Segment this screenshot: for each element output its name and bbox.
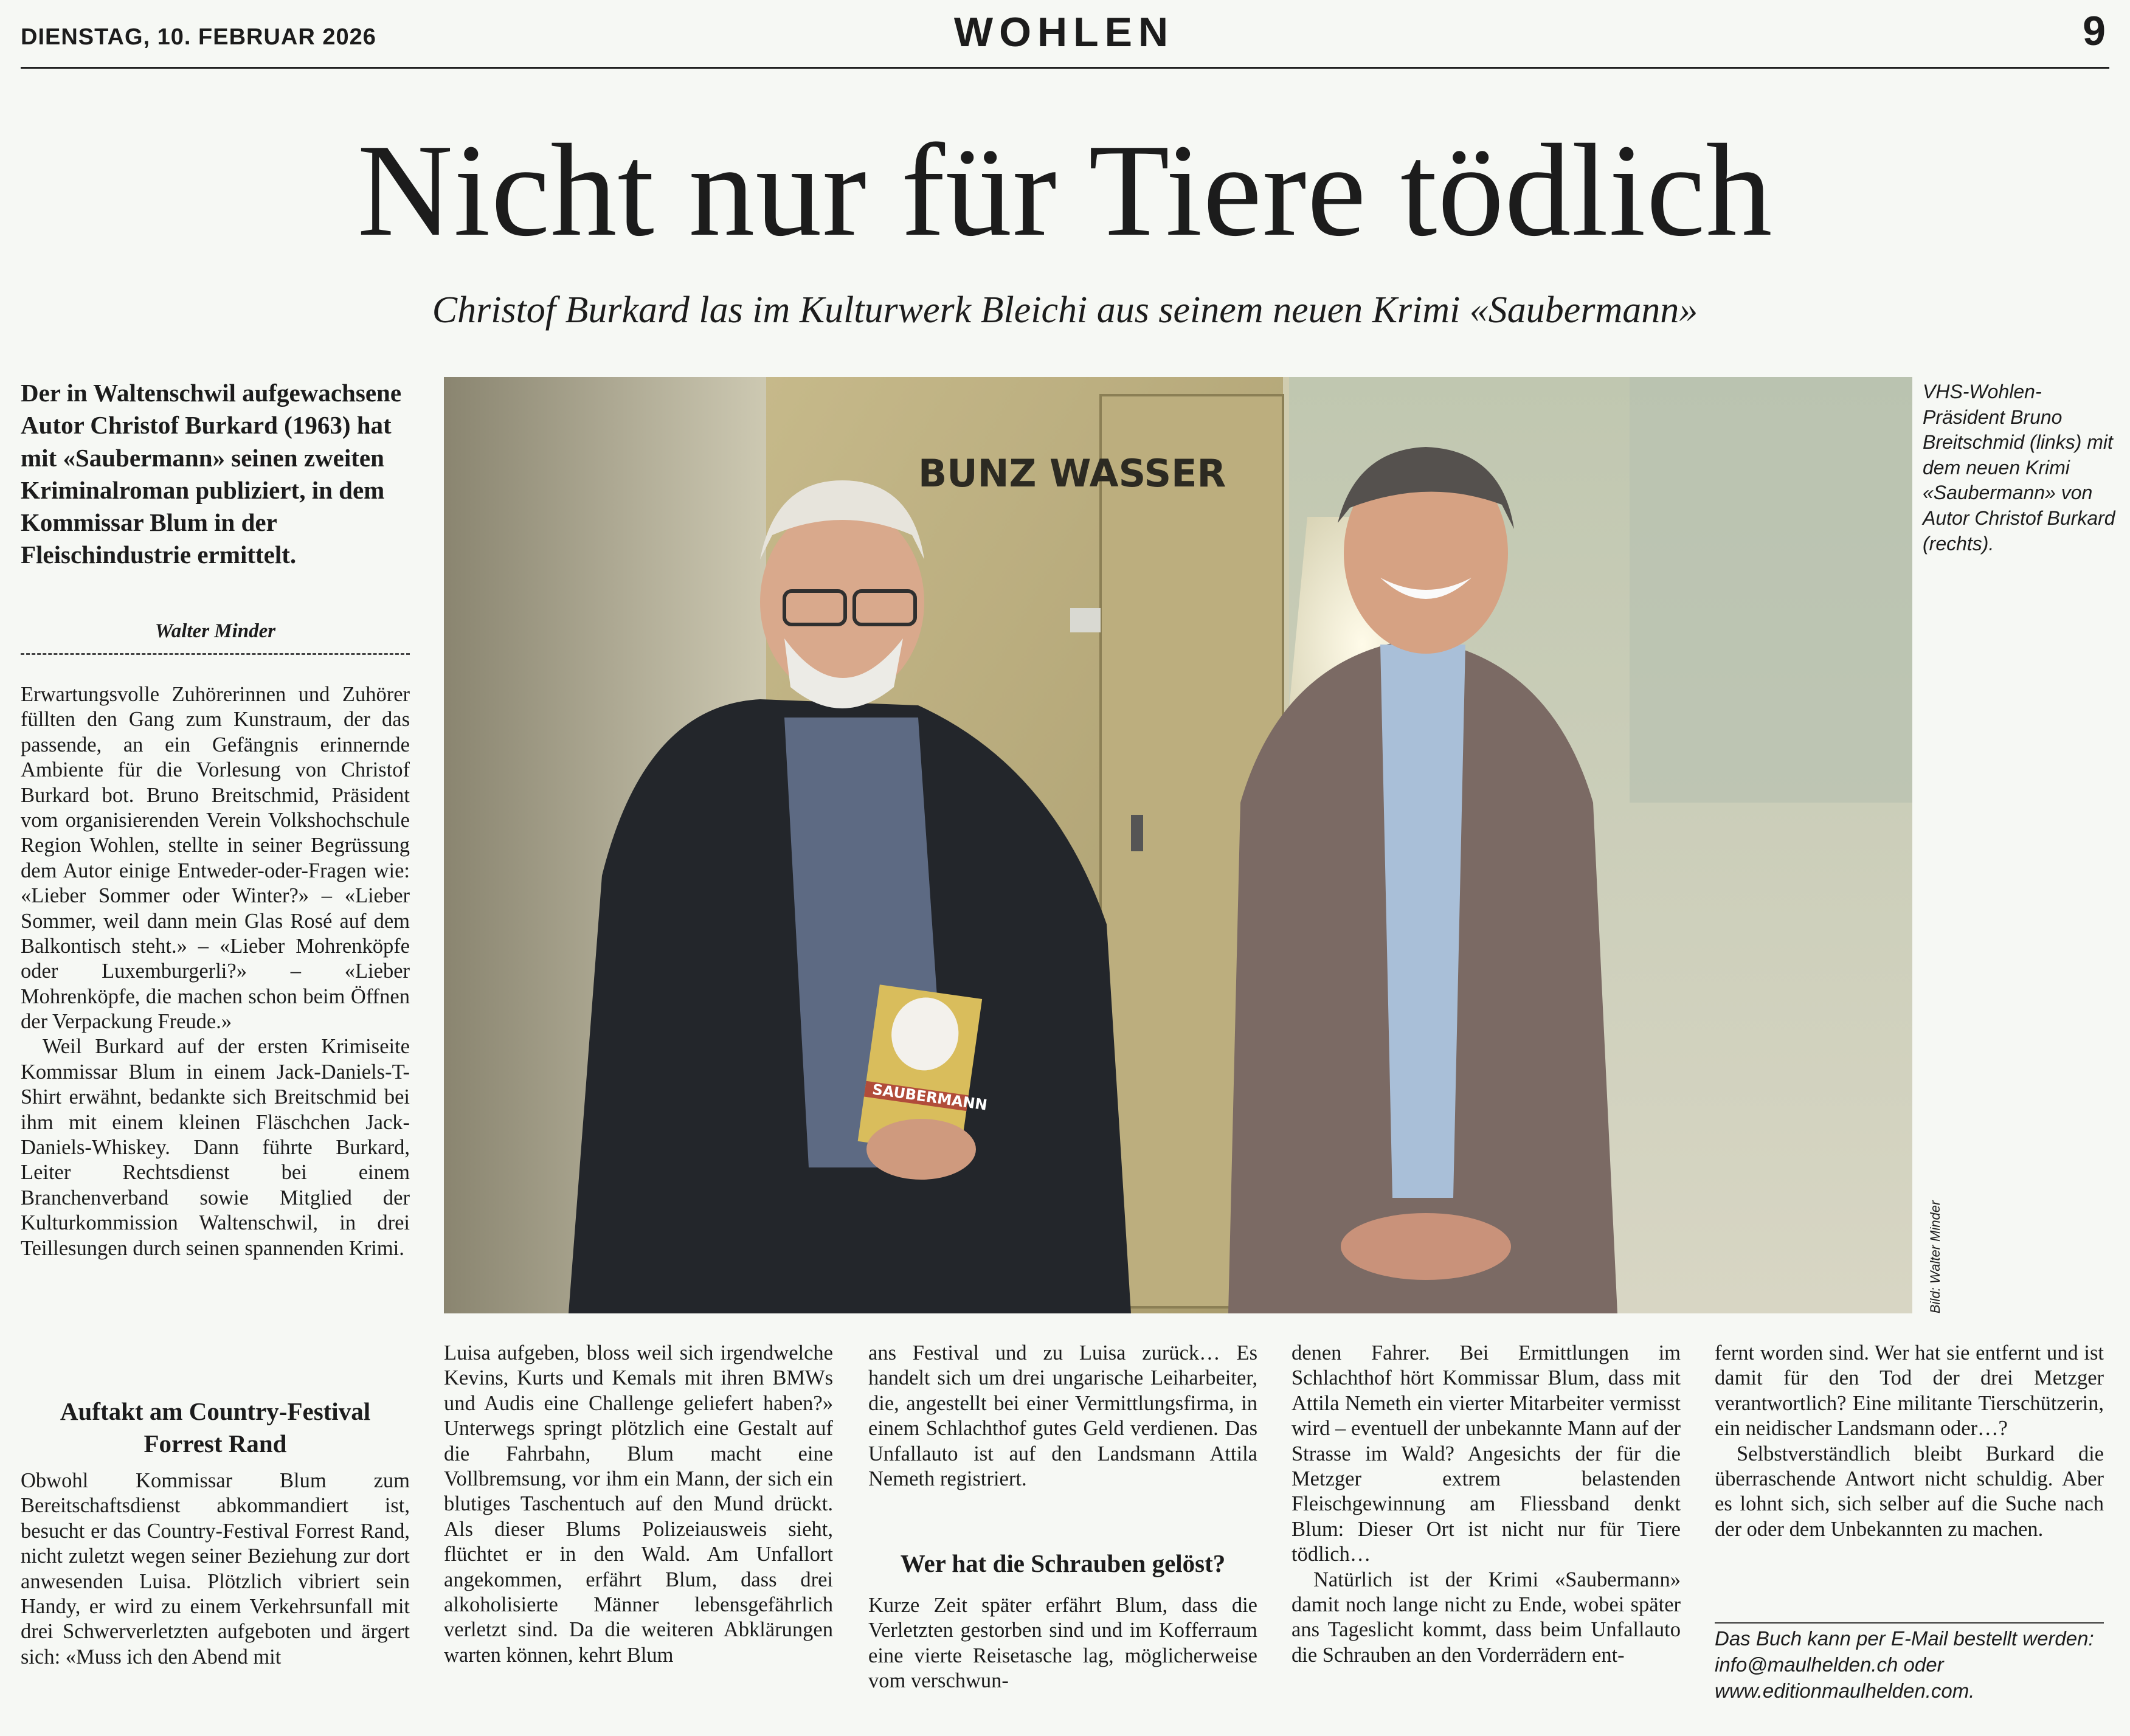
issue-date: DIENSTAG, 10. FEBRUAR 2026 (21, 24, 376, 50)
article-subtitle-2: Wer hat die Schrauben gelöst? (900, 1549, 1226, 1577)
photo-illustration (444, 377, 1912, 1313)
article-lead: Der in Waltenschwil aufgewachsene Autor Christof Burkard (1963) hat mit «Saubermann» seinen zweiten Kriminalroman publiziert, in dem Kommissar Blum in der Fleischindustrie ermittelt. (21, 379, 402, 569)
author-divider (21, 653, 410, 655)
photo-caption: VHS-Wohlen-Präsident Bruno Breitschmid (links) mit dem neuen Krimi «Saubermann» von Autor Christof Burkard (rechts). (1923, 381, 2115, 555)
paragraph: denen Fahrer. Bei Ermittlungen im Schlachthof hört Kommissar Blum, dass mit Attila Nemeth ein vierter Mitarbeiter vermisst wird – eventuell der unbekannte Mann auf der Strasse im Wald? Angesichts der für die Metzger extrem belastenden Fleischgewinnung am Fliessband denkt Blum: Dieser Ort ist nicht nur für Tiere tödlich… (1291, 1341, 1681, 1566)
paragraph: Luisa aufgeben, bloss weil sich irgendwelche Kevins, Kurts und Kemals mit ihren BMWs und Audis eine Challenge geliefert haben?» Unterwegs springt plötzlich eine Gestalt auf die Fahrbahn, Blum macht eine Vollbremsung, vor ihm ein Mann, der sich ein blutiges Taschentuch auf den Mund drückt. Als dieser Blums Polizeiausweis sieht, flüchtet er in den Wald. Am Unfallort angekommen, erfährt Blum, dass drei alkoholisierte Männer lebensgefährlich verletzt sind. Da die weiteren Abklärungen warten können, kehrt Blum (444, 1341, 833, 1667)
paragraph: Weil Burkard auf der ersten Krimiseite Kommissar Blum in einem Jack-Daniels-T-Shirt erwähnt, bedankte sich Breitschmid bei ihm mit einem kleinen Fläschchen Jack-Daniels-Whiskey. Dann führte Burkard, Leiter Rechtsdienst bei einem Branchenverband sowie Mitglied der Kulturkommission Waltenschwil, in drei Teillesungen durch seinen spannenden Krimi. (21, 1035, 410, 1260)
article-column-1-continued (21, 1468, 410, 1670)
article-column-3-continued (868, 1593, 1257, 1694)
paragraph: Selbstverständlich bleibt Burkard die überraschende Antwort nicht schuldig. Aber es lohnt sich, sich selber auf die Suche nach der oder dem Unbekannten zu machen. (1715, 1442, 2104, 1541)
article-author: Walter Minder (154, 620, 276, 642)
photo-credit: Bild: Walter Minder (1928, 1200, 1943, 1313)
paragraph: Kurze Zeit später erfährt Blum, dass die Verletzten gestorben sind und im Kofferraum eine vierte Reisetasche lag, möglicherweise vom verschwun- (868, 1594, 1257, 1693)
article-column-1 (21, 682, 410, 1261)
article-subheadline: Christof Burkard las im Kulturwerk Bleichi aus seinem neuen Krimi «Saubermann» (432, 289, 1698, 331)
article-headline: Nicht nur für Tiere tödlich (357, 117, 1773, 264)
article-subtitle-1: Auftakt am Country-Festival Forrest Rand (60, 1397, 371, 1458)
article-photo (444, 377, 1912, 1313)
book-order-note: Das Buch kann per E-Mail bestellt werden: info@maulhelden.ch oder www.editionmaulhelden.com. (1715, 1627, 2094, 1702)
paragraph: fernt worden sind. Wer hat sie entfernt und ist damit für den Tod der drei Metzger verantwortlich? Eine militante Tierschützerin, ein neidischer Landsmann oder…? (1715, 1341, 2104, 1440)
section-title: WOHLEN (953, 9, 1175, 55)
book-note-rule (1715, 1622, 2104, 1624)
page-number: 9 (2083, 8, 2106, 54)
paragraph: Natürlich ist der Krimi «Saubermann» damit noch lange nicht zu Ende, wobei später ans Tageslicht kommt, dass beim Unfallauto die Schrauben an den Vorderrädern ent- (1291, 1568, 1681, 1667)
paragraph: Obwohl Kommissar Blum zum Bereitschaftsdienst abkommandiert ist, besucht er das Country-Festival Forrest Rand, nicht zuletzt wegen seiner Beziehung zur dort anwesenden Luisa. Plötzlich vibriert sein Handy, er wird zu einem Verkehrsunfall mit drei Schwerverletzten aufgeboten und ärgert sich: «Muss ich den Abend mit (21, 1469, 410, 1669)
article-column-4 (1291, 1341, 1681, 1668)
wall-graffiti: BUNZ WASSER (918, 451, 1226, 496)
paragraph: Erwartungsvolle Zuhörerinnen und Zuhörer füllten den Gang zum Kunstraum, der das passende, an ein Gefängnis erinnernde Ambiente für die Vorlesung von Christof Burkard bot. Bruno Breitschmid, Präsident vom organisierenden Verein Volkshochschule Region Wohlen, stellte in seiner Begrüssung dem Autor einige Entweder-oder-Fragen wie: «Lieber Sommer oder Winter?» – «Lieber Sommer, weil dann mein Glas Rosé auf dem Balkontisch steht.» – «Lieber Mohrenköpfe oder Luxemburgerli?» – «Lieber Mohrenköpfe, die machen schon beim Öffnen der Verpackung Freude.» (21, 683, 410, 1034)
article-column-5 (1715, 1341, 2104, 1542)
book-title: SAUBERMANN (871, 1081, 989, 1114)
article-column-2 (444, 1341, 833, 1668)
header-rule (21, 67, 2109, 69)
article-column-3 (868, 1341, 1257, 1492)
paragraph: ans Festival und zu Luisa zurück… Es handelt sich um drei ungarische Leiharbeiter, die, angestellt bei einer Vermittlungsfirma, in einem Schlachthof gutes Geld verdienen. Das Unfallauto ist auf den Landsmann Attila Nemeth registriert. (868, 1341, 1257, 1490)
